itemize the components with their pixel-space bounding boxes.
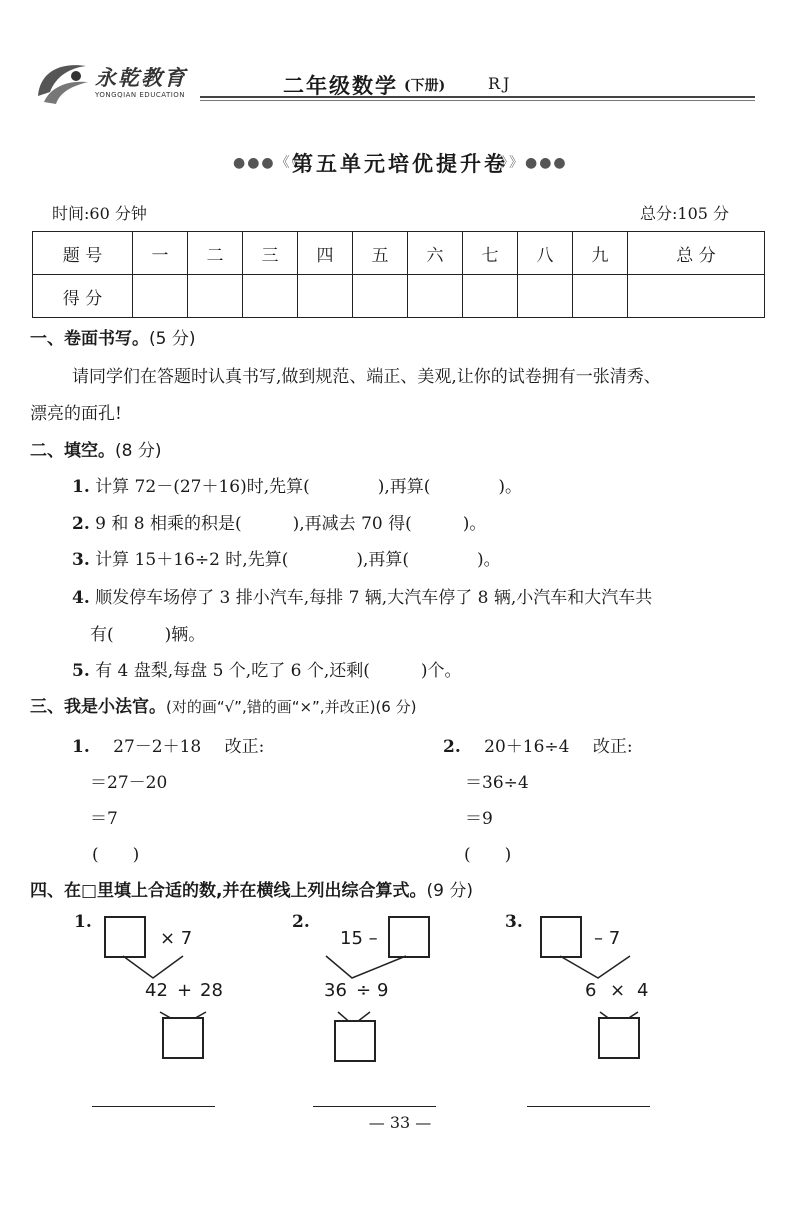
brand-logo-icon [30, 58, 92, 106]
book-volume: (下册) [404, 78, 446, 94]
judge-problem-number: 2. [443, 737, 461, 757]
score-header-cell: 六 [408, 232, 463, 275]
diagram-3-mid-operator: × [610, 980, 626, 1001]
fill-item-number: 1. [72, 477, 90, 497]
score-entry-cell[interactable] [518, 275, 573, 318]
page-header [0, 0, 800, 110]
score-entry-cell[interactable] [408, 275, 463, 318]
diagram-3-top-operator: – 7 [594, 928, 621, 949]
score-entry-cell[interactable] [353, 275, 408, 318]
diagram-2-mid-right: 9 [377, 980, 389, 1001]
diagram-2-top-operator: 15 – [340, 928, 378, 949]
diagram-2-answer-line[interactable] [313, 1106, 436, 1107]
section3-title: 三、我是小法官。 [30, 697, 166, 717]
score-header-cell: 八 [518, 232, 573, 275]
score-entry-cell[interactable] [298, 275, 353, 318]
fill-item-number: 3. [72, 550, 90, 570]
score-entry-cell[interactable] [243, 275, 298, 318]
brand-english-name: YONGQIAN EDUCATION [95, 91, 186, 99]
score-header-cell: 二 [188, 232, 243, 275]
fill-item-5[interactable] [72, 656, 462, 681]
judge-problem-expression: 20＋16÷4 [484, 737, 570, 757]
fill-item-text: 有 4 盘梨,每盘 5 个,吃了 6 个,还剩( )个。 [95, 661, 462, 681]
fill-item-text: 顺发停车场停了 3 排小汽车,每排 7 辆,大汽车停了 8 辆,小汽车和大汽车共 [95, 588, 653, 608]
header-divider-thin [200, 100, 755, 101]
section1-title: 一、卷面书写。 [30, 329, 149, 349]
score-header-cell: 一 [133, 232, 188, 275]
score-header-cell: 九 [573, 232, 628, 275]
score-table-entry-row [33, 275, 765, 318]
score-header-cell: 七 [463, 232, 518, 275]
score-row-label: 得 分 [33, 275, 133, 318]
fill-item-2[interactable] [72, 509, 486, 534]
judge-problem-2 [443, 732, 633, 757]
diagram-3-mid-left: 6 [585, 980, 597, 1001]
score-entry-cell[interactable] [628, 275, 765, 318]
time-limit: 时间:60 分钟 [52, 204, 147, 223]
fill-item-number: 4. [72, 588, 90, 608]
judge-problem-expression: 27－2＋18 [113, 737, 202, 757]
score-entry-cell[interactable] [188, 275, 243, 318]
fill-item-number: 5. [72, 661, 90, 681]
fill-item-4[interactable] [72, 583, 652, 608]
judge-problem-2-step1: ＝36÷4 [465, 773, 529, 793]
score-header-cell: 题 号 [33, 232, 133, 275]
judge-problem-2-step2: ＝9 [465, 809, 493, 829]
score-header-cell: 三 [243, 232, 298, 275]
section4-title: 四、在□里填上合适的数,并在横线上列出综合算式。 [30, 881, 427, 901]
section3-note: (对的画“√”,错的画“×”,并改正)(6 分) [166, 698, 417, 716]
diagram-1-top-operator: × 7 [160, 928, 193, 949]
section1-text-line1: 请同学们在答题时认真书写,做到规范、端正、美观,让你的试卷拥有一张清秀、 [72, 367, 661, 387]
score-table [32, 231, 765, 318]
score-entry-cell[interactable] [573, 275, 628, 318]
fill-item-number: 2. [72, 514, 90, 534]
score-header-cell: 五 [353, 232, 408, 275]
book-title: 二年级数学 [283, 74, 398, 98]
section3-heading [30, 692, 416, 717]
diagram-1-mid-right: 28 [200, 980, 223, 1001]
section1-points: (5 分) [149, 329, 196, 349]
judge-problem-1-step2: ＝7 [90, 809, 118, 829]
diagram-1-answer-line[interactable] [92, 1106, 215, 1107]
title-ornament-left: ●●●《《 [233, 155, 301, 171]
score-header-cell: 总 分 [628, 232, 765, 275]
score-entry-cell[interactable] [133, 275, 188, 318]
fill-item-3[interactable] [72, 545, 501, 570]
diagram-2-bottom-box[interactable] [334, 1020, 376, 1062]
score-entry-cell[interactable] [463, 275, 518, 318]
section1-text-line2: 漂亮的面孔! [30, 404, 122, 424]
judge-problem-fix-label: 改正: [592, 737, 633, 757]
score-table-header-row [33, 232, 765, 275]
diagram-2-mid-left: 36 [324, 980, 347, 1001]
diagram-1-mid-operator: + [177, 980, 193, 1001]
section1-heading [30, 324, 195, 349]
exam-title: 第五单元培优提升卷 [292, 152, 508, 176]
diagram-1-number: 1. [74, 912, 92, 932]
judge-problem-number: 1. [72, 737, 90, 757]
judge-problem-fix-label: 改正: [224, 737, 265, 757]
header-divider [200, 96, 755, 98]
diagram-2-number: 2. [292, 912, 310, 932]
title-ornament-right: 》》●●● [500, 155, 568, 171]
diagram-3-number: 3. [505, 912, 523, 932]
book-edition: RJ [488, 74, 513, 93]
fill-item-text: 计算 15＋16÷2 时,先算( ),再算( )。 [95, 550, 501, 570]
judge-problem-1-step1: ＝27－20 [90, 773, 168, 793]
section2-heading [30, 436, 161, 461]
judge-problem-1-verdict[interactable]: ( ) [92, 845, 140, 865]
page-number: — 33 — [368, 1113, 432, 1132]
section4-points: (9 分) [426, 881, 474, 901]
brand-name: 永乾教育 [95, 65, 187, 90]
diagram-3-mid-right: 4 [637, 980, 649, 1001]
fill-item-text: 9 和 8 相乘的积是( ),再减去 70 得( )。 [95, 514, 487, 534]
fill-item-4-continuation[interactable]: 有( )辆。 [90, 625, 206, 645]
judge-problem-1 [72, 732, 264, 757]
diagram-1-mid-left: 42 [145, 980, 168, 1001]
section2-title: 二、填空。 [30, 441, 115, 461]
diagram-3-bottom-box[interactable] [598, 1017, 640, 1059]
score-header-cell: 四 [298, 232, 353, 275]
section2-points: (8 分) [115, 441, 162, 461]
total-score: 总分:105 分 [640, 204, 730, 223]
fill-item-1[interactable] [72, 472, 522, 497]
diagram-3-answer-line[interactable] [527, 1106, 650, 1107]
fill-item-text: 计算 72－(27＋16)时,先算( ),再算( )。 [95, 477, 523, 497]
diagram-1-bottom-box[interactable] [162, 1017, 204, 1059]
judge-problem-2-verdict[interactable]: ( ) [464, 845, 512, 865]
section4-heading [30, 876, 473, 901]
diagram-2-mid-operator: ÷ [356, 980, 372, 1001]
